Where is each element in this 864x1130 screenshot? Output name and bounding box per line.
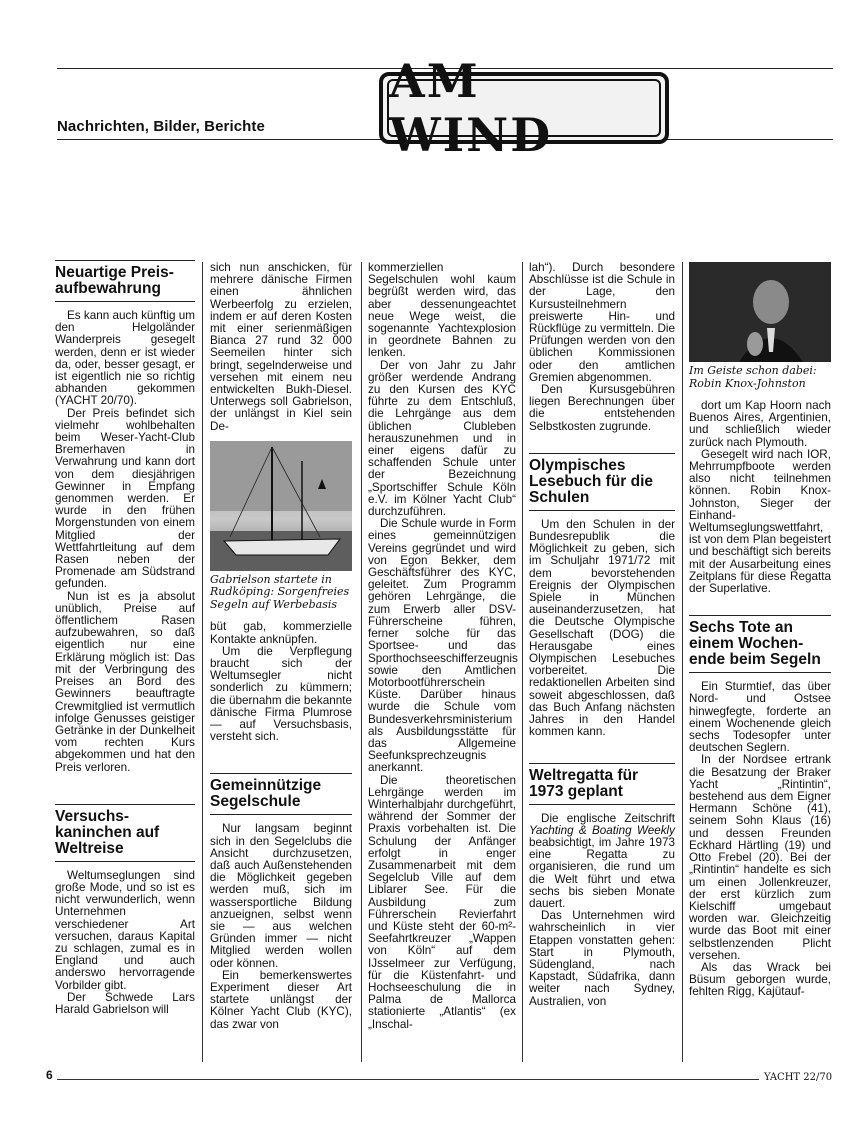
paragraph: Die theoretischen Lehrgänge werden im Winterhalbjahr durchgeführt, während der Sommer der Praxis vorbehalten ist. Die Schulung der Anfänger erfolgt in enger Zusammenarbeit mit dem Segelclub Ville auf dem Liblarer See. Für die Ausbildung zum Führerschein Revierfahrt und Küste steht der 60-m²-Seefahrtkreuzer „Wappen von Köln“ auf dem IJsselmeer zur Verfügung, für die Küstenfahrt- und Hochseeschulung die in Palma de Mallorca stationierte „Atlantis“ (ex „Inschal-: [368, 773, 516, 1031]
column-4: [529, 262, 675, 1008]
portrait-photo: [689, 262, 831, 362]
paragraph: Als das Wrack bei Büsum geborgen wurde, fehlten Rigg, Kajütauf-: [689, 960, 831, 999]
paragraph: Es kann auch künftig um den Helgoländer Wanderpreis gesegelt werden, denn er ist wieder da, oder, besser gesagt, er ist eigentlich nie so richtig abhanden gekommen (YACHT 20/70).: [55, 309, 195, 408]
text-run: Die englische Zeitschrift: [541, 811, 675, 825]
footer-rule: [57, 1079, 759, 1080]
paragraph: Um den Schulen in der Bundesrepublik die Möglichkeit zu geben, sich im Schuljahr 1971/72 mit dem bevorstehenden Ereignis der Olympischen Spiele in München auseinanderzusetzen, hat die Deutsche Olympische Gesellschaft (DOG) die Herausgabe eines Olympischen Lesebuches vorbereitet. Die redaktionellen Arbeiten sind soweit abgeschlossen, daß das Buch Anfang nächsten Jahres in den Handel kommen kann.: [529, 517, 675, 739]
section-subtitle: Nachrichten, Bilder, Berichte: [57, 118, 265, 135]
paragraph: Nur langsam beginnt sich in den Segelclubs die Ansicht durchzusetzen, daß auch Außenstehenden die Möglichkeit gegeben werden muß, sich im wassersportliche Bildung anzueignen, selbst wenn sie — aus welchen Gründen immer — nicht Mitglied werden wollen oder können.: [210, 822, 352, 970]
headline-sechs-tote: Sechs Tote an einem Wochen-ende beim Segeln: [689, 615, 831, 673]
paragraph: Der Schwede Lars Harald Gabrielson will: [55, 990, 195, 1016]
paragraph: dort um Kap Hoorn nach Buenos Aires, Argentinien, und schließlich wieder zurück nach Plymouth.: [689, 399, 831, 449]
headline-weltregatta: Weltregatta für 1973 geplant: [529, 763, 675, 805]
headline-olympisches-lesebuch: Olympisches Lesebuch für die Schulen: [529, 453, 675, 511]
portrait-caption: Im Geiste schon dabei: Robin Knox-Johnston: [689, 364, 817, 390]
paragraph: Der von Jahr zu Jahr größer werdende Andrang zu den Kursen des KYC führte zu dem Entschluß, die Lehrgänge aus dem üblichen Clubleben herauszunehmen und in einer eigens dafür zu schaffenden Schule unter der Bezeichnung „Sportschiffer Schule Köln e.V. im Kölner Yacht Club“ durchzuführen.: [368, 358, 516, 519]
column-2: [210, 262, 352, 1031]
column-divider: [682, 262, 683, 1062]
column-divider: [361, 262, 362, 1062]
paragraph: Weltumseglungen sind große Mode, und so ist es nicht verwunderlich, wenn Unternehmen verschiedener Art versuchen, daraus Kapital zu schlagen, zumal es in England und auch anderswo hervorragende Vorbilder gibt.: [55, 868, 195, 992]
magazine-name: Yachting & Boating Weekly: [529, 823, 675, 837]
text-run: beabsichtigt, im Jahre 1973 eine Regatta zu organisieren, die rund um die Welt führt und etwa sechs bis sieben Monate dauert.: [529, 835, 675, 910]
paragraph: Ein bemerkenswertes Experiment dieser Art startete unlängst der Kölner Yacht Club (KYC), das zwar von: [210, 968, 352, 1031]
logo-frame: [387, 54, 661, 162]
am-wind-logo: [379, 54, 669, 162]
portrait-illustration: [689, 262, 831, 362]
paragraph: lah“). Durch besondere Abschlüsse ist die Schule in der Lage, den Kursusteilnehmern preiswerte Hin- und Rückflüge zu vermitteln. Die Prüfungen werden von den üblichen Kommissionen oder den amtlichen Gremien abgenommen.: [529, 261, 675, 384]
paragraph: büt gab, kommerzielle Kontakte anknüpfen.: [210, 620, 352, 646]
paragraph: kommerziellen Segelschulen wohl kaum begrüßt werden wird, das aber dessenungeachtet neue Wege weist, die sogenannte Yachtexplosion in geordnete Bahnen zu lenken.: [368, 261, 516, 360]
paragraph: Ein Sturmtief, das über Nord- und Ostsee hinwegfegte, forderte an einem Wochenende gleich sechs Todesopfer unter deutschen Seglern.: [689, 680, 831, 755]
boat-photo-caption: Gabrielson startete in Rudköping: Sorgenfreies Segeln auf Werbebasis: [210, 572, 350, 611]
headline-versuchskaninchen: Versuchs-kaninchen auf Weltreise: [55, 804, 195, 862]
magazine-issue: YACHT 22/70: [764, 1072, 833, 1083]
paragraph: Um die Verpflegung braucht sich der Weltumsegler nicht sonderlich zu kümmern; die übernahm die bekannte dänische Firma Plumrose — auf Versuchsbasis, versteht sich.: [210, 644, 352, 744]
column-divider: [202, 262, 203, 1062]
paragraph: Nun ist es ja absolut unüblich, Preise auf öffentlichem Rasen aufzubewahren, so daß eigentlich nur eine Erklärung möglich ist: Das mit der Verbringung des Preises an Bord des Gewinners beauftragte Crewmitglied ist vermutlich infolge Genusses geistiger Getränke in der Dunkelheit vom rechten Kurs abgekommen und hat den Preis verloren.: [55, 589, 195, 774]
headline-segelschule: Gemeinnützige Segelschule: [210, 773, 352, 815]
logo-text: AM WIND: [389, 54, 553, 162]
page-number: 6: [46, 1068, 53, 1082]
sailboat-illustration: [210, 441, 352, 571]
column-divider: [522, 262, 523, 1062]
paragraph: [529, 813, 675, 911]
paragraph: Das Unternehmen wird wahrscheinlich in vier Etappen vonstatten gehen: Start in Plymouth, Südengland, nach Kapstadt, Südafrika, dann weiter nach Sydney, Australien, von: [529, 909, 675, 1008]
headline-preisaufbewahrung: Neuartige Preis-aufbewahrung: [55, 260, 195, 302]
column-3: [368, 262, 516, 1031]
paragraph: sich nun anschicken, für mehrere dänische Firmen einen ähnlichen Werbeerfolg zu erzielen, indem er auf deren Kosten mit einer serienmäßigen Bianca 27 rund 32 000 Seemeilen hinter sich bringt, segelnderweise und versehen mit einem neu entwickelten Bukh-Diesel. Unterwegs soll Gabrielson, der unlängst in Kiel sein De-: [210, 261, 352, 433]
column-5: [689, 262, 831, 999]
paragraph: Den Kursusgebühren liegen Berechnungen über die entstehenden Selbstkosten zugrunde.: [529, 383, 675, 433]
paragraph: Die Schule wurde in Form eines gemeinnützigen Vereins gegründet und wird von Egon Bekker, dem Geschäftsführer des KYC, geleitet. Zum Programm gehören Lehrgänge, die zum Erwerb aller DSV-Führerscheine führen, ferner solche für das Sportsee- und das Sporthochseeschifferzeugnis sowie den Amtlichen Motorbootführerschein Küste. Darüber hinaus wurde die Schule vom Bundesverkehrsministerium als Ausbildungsstätte für das Allgemeine Seefunksprechzeugnis anerkannt.: [368, 517, 518, 775]
sailboat-photo: [210, 441, 352, 571]
paragraph: Gesegelt wird nach IOR, Mehrrumpfboote werden also nicht teilnehmen können. Robin Knox-Johnston, Sieger der Einhand-Weltumseglungswettfahrt, ist von dem Plan begeistert und beschäftigt sich bereits mit der Ausarbeitung eines Zeitplans für diese Regatta der Superlative.: [689, 447, 831, 596]
paragraph: Der Preis befindet sich vielmehr wohlbehalten beim Weser-Yacht-Club Bremerhaven in Verwahrung und kann dort von dem diesjährigen Gewinner in Empfang genommen werden. Er wurde in den frühen Morgenstunden von einem Mitglied der Wettfahrtleitung auf dem Rasen neben der Promenade am Südstrand gefunden.: [55, 406, 195, 591]
paragraph: In der Nordsee ertrank die Besatzung der Braker Yacht „Rintintin“, bestehend aus dem Eigner Hermann Schöne (41), seinem Sohn Klaus (16) und dessen Freunden Eckhard Härtling (19) und Otto Frebel (20). Bei der „Rintintin“ handelte es sich um einen Jollenkreuzer, der erst kürzlich zum Kielschiff umgebaut worden war. Gleichzeitig wurde das Boot mit einer selbstlenzenden Plicht versehen.: [689, 753, 831, 962]
column-1: [55, 260, 195, 1016]
